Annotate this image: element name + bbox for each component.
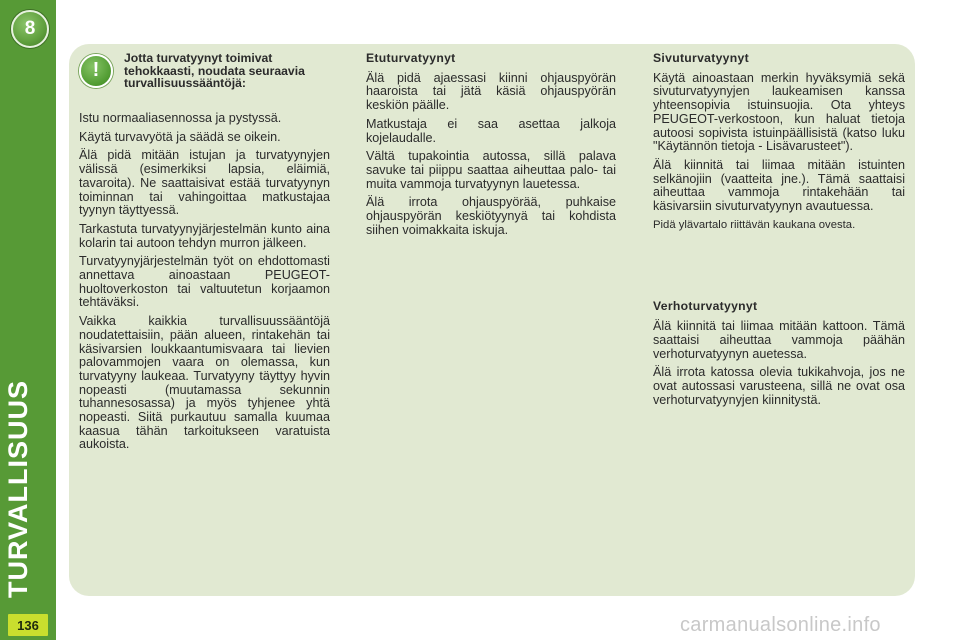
paragraph: Vaikka kaikkia turvallisuussääntöjä noudatettaisiin, pään alueen, rintakehän tai käsivarsien loukkaantumisvaara tai lievien palovammojen vaara on olemassa, kun turvatyyny laukeaa. Turvatyyny täyttyy hyvin nopeasti (muutamassa sekunnin tuhannesosassa) ja myös tyhjenee yhtä nopeasti. Siitä purkautuu samalla kuumaa kaasua tähän tarkoitukseen varatuista aukoista. bbox=[79, 314, 330, 452]
column-front-airbags bbox=[366, 52, 616, 242]
column-side-curtain-airbags bbox=[653, 52, 905, 412]
paragraph: Matkustaja ei saa asettaa jalkoja kojelaudalle. bbox=[366, 116, 616, 145]
paragraph: Älä kiinnitä tai liimaa mitään kattoon. Tämä saattaisi aiheuttaa vammoja päähän verhoturvatyynyn auetessa. bbox=[653, 319, 905, 361]
page-number: 136 bbox=[8, 614, 48, 636]
spacer bbox=[653, 237, 905, 300]
paragraph: Tarkastuta turvatyynyjärjestelmän kunto aina kolarin tai autoon tehdyn murron jälkeen. bbox=[79, 221, 330, 250]
side-airbag-note: Pidä ylävartalo riittävän kaukana ovesta. bbox=[653, 218, 856, 231]
curtain-airbags-heading: Verhoturvatyynyt bbox=[653, 299, 758, 314]
paragraph: Älä pidä ajaessasi kiinni ohjauspyörän haaroista tai jätä käsiä ohjauspyörän keskiön päälle. bbox=[366, 70, 616, 113]
chapter-sidebar bbox=[0, 0, 56, 640]
paragraph: Käytä ainoastaan merkin hyväksymiä sekä sivuturvatyynyjen laukeamisen kanssa yhteensopivia istuinsuojia. Ota yhteys PEUGEOT-verkostoon, kun haluat tietoja autoosi sopivista istuinpäällisistä (katso luku "Käytännön tietoja - Lisävarusteet"). bbox=[653, 70, 905, 154]
front-airbags-heading: Etuturvatyynyt bbox=[366, 51, 456, 65]
paragraph: Turvatyynyjärjestelmän työt on ehdottomasti annettava ainoastaan PEUGEOT-huoltoverkoston tai valtuutetun korjaamon tehtäväksi. bbox=[79, 254, 330, 310]
exclamation-icon: ! bbox=[79, 54, 113, 88]
warning-title: Jotta turvatyynyt toimivat tehokkaasti, noudata seuraavia turvallisuussääntöjä: bbox=[124, 51, 305, 91]
side-airbags-heading: Sivuturvatyynyt bbox=[653, 51, 749, 65]
watermark: carmanualsonline.info bbox=[680, 614, 881, 636]
paragraph: Älä pidä mitään istujan ja turvatyynyjen välissä (esimerkiksi lapsia, eläimiä, tavaroita). Ne saattaisivat estää turvatyynyn toiminnan tai vahingoittaa matkustajaa tyynyn täyttyessä. bbox=[79, 148, 330, 218]
paragraph: Vältä tupakointia autossa, sillä palava savuke tai piippu saattaa aiheuttaa palo- tai muita vammoja turvatyynyn lauetessa. bbox=[366, 149, 616, 191]
paragraph: Käytä turvavyötä ja säädä se oikein. bbox=[79, 129, 281, 144]
column-airbag-warnings bbox=[79, 52, 330, 457]
paragraph: Älä irrota katossa olevia tukikahvoja, jos ne ovat autossasi varusteena, sillä ne ovat osa verhoturvatyynyjen kiinnitystä. bbox=[653, 365, 905, 407]
warning-block bbox=[79, 52, 330, 110]
paragraph: Istu normaaliasennossa ja pystyssä. bbox=[79, 111, 282, 125]
paragraph: Älä irrota ohjauspyörää, puhkaise ohjauspyörän keskiötyynyä tai kohdista siihen voimakkaita iskuja. bbox=[366, 195, 616, 237]
chapter-number-badge: 8 bbox=[11, 10, 49, 48]
section-title: TURVALLISUUS bbox=[3, 379, 33, 598]
paragraph: Älä kiinnitä tai liimaa mitään istuinten selkänojiin (vaatteita jne.). Tämä saattaisi aiheuttaa vammoja rintakehään tai käsivarsiin sivuturvatyynyn avautuessa. bbox=[653, 157, 905, 214]
